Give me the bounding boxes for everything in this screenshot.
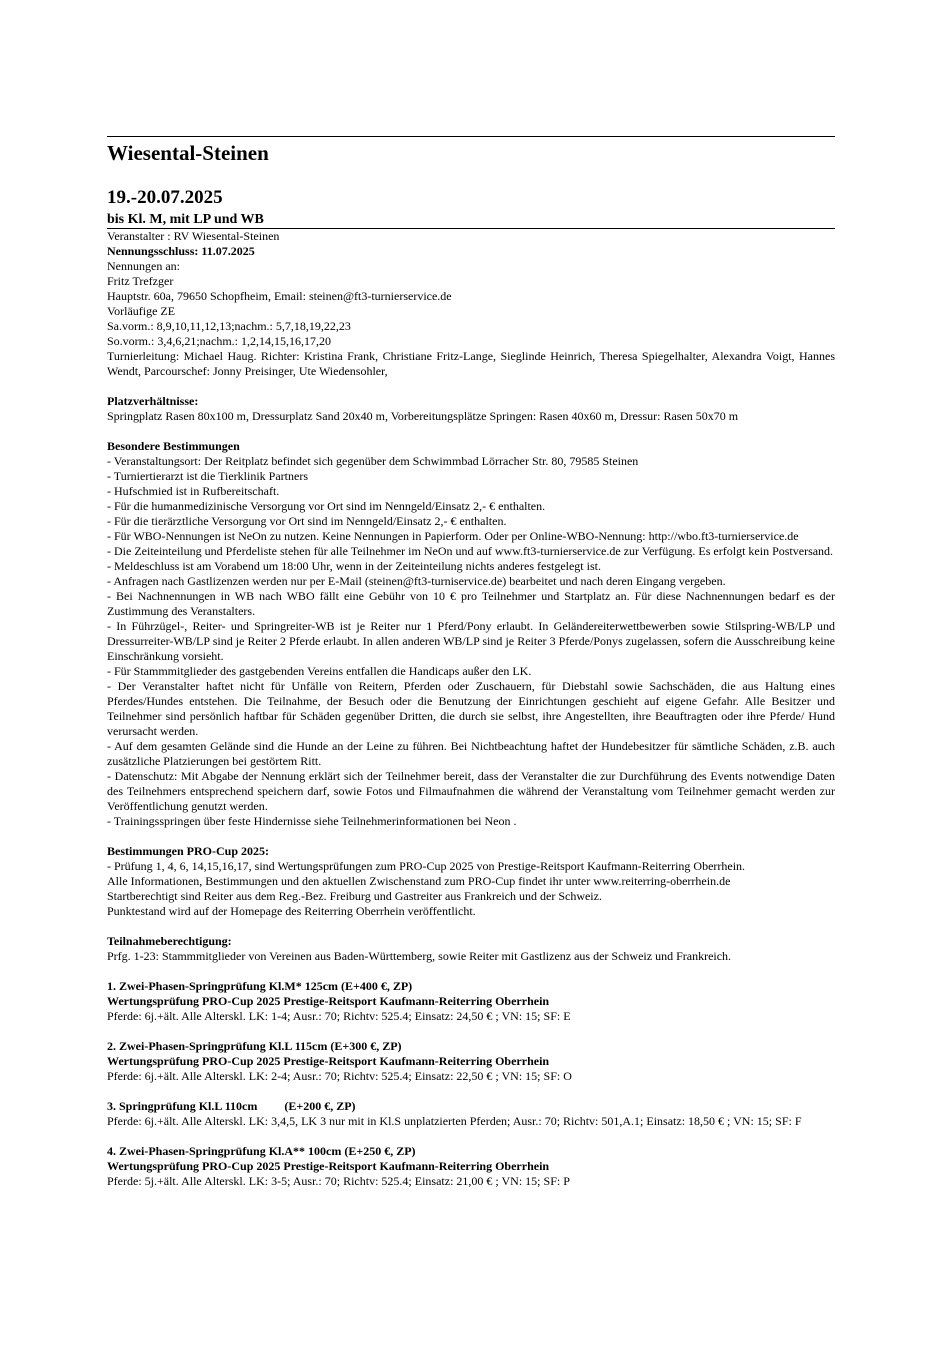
info-block bbox=[107, 229, 835, 379]
grounds-text: Springplatz Rasen 80x100 m, Dressurplatz Sand 20x40 m, Vorbereitungsplätze Springen: Rasen 40x60 m, Dressur: Rasen 50x70 m bbox=[107, 409, 739, 423]
eligibility-heading: Teilnahmeberechtigung: bbox=[107, 934, 232, 948]
special-item: - Trainingsspringen über feste Hindernisse siehe Teilnehmerinformationen bei Neon . bbox=[107, 814, 517, 828]
deadline: Nennungsschluss: 11.07.2025 bbox=[107, 244, 255, 258]
special-item: - Meldeschluss ist am Vorabend um 18:00 Uhr, wenn in der Zeiteinteilung nichts anderes festgelegt ist. bbox=[107, 559, 601, 573]
event-date: 19.-20.07.2025 bbox=[107, 187, 223, 208]
special-item: - In Führzügel-, Reiter- und Springreiter-WB ist je Reiter nur 1 Pferd/Pony erlaubt. In Geländereiterwettbewerben sowie Stilspring-WB/LP und Dressurreiter-WB/LP sind je Reiter 2 Pferde erlaubt. In allen anderen WB/LP sind je Reiter 3 Pferde/Ponys zugelassen, sofern die Ausschreibung keine Einschränkung vorsieht. bbox=[107, 619, 835, 663]
competition-title: 2. Zwei-Phasen-Springprüfung Kl.L 115cm (E+300 €, ZP) bbox=[107, 1039, 402, 1053]
competition-2 bbox=[107, 1039, 835, 1084]
special-heading: Besondere Bestimmungen bbox=[107, 439, 240, 453]
special-item: - Für WBO-Nennungen ist NeOn zu nutzen. Keine Nennungen in Papierform. Oder per Online-WBO-Nennung: http://wbo.ft3-turnierservice.de bbox=[107, 529, 799, 543]
competition-1 bbox=[107, 979, 835, 1024]
contact-address: Hauptstr. 60a, 79650 Schopfheim, Email: steinen@ft3-turnierservice.de bbox=[107, 289, 452, 303]
special-item: - Für Stammmitglieder des gastgebenden Vereins entfallen die Handicaps außer den LK. bbox=[107, 664, 532, 678]
competition-details: Pferde: 5j.+ält. Alle Alterskl. LK: 3-5; Ausr.: 70; Richtv: 525.4; Einsatz: 21,00 € ; VN: 15; SF: P bbox=[107, 1174, 570, 1188]
schedule-sunday: So.vorm.: 3,4,6,21;nachm.: 1,2,14,15,16,17,20 bbox=[107, 334, 331, 348]
grounds-heading: Platzverhältnisse: bbox=[107, 394, 199, 408]
special-item: - Turniertierarzt ist die Tierklinik Partners bbox=[107, 469, 308, 483]
competition-title: 4. Zwei-Phasen-Springprüfung Kl.A** 100cm (E+250 €, ZP) bbox=[107, 1144, 416, 1158]
competition-4 bbox=[107, 1144, 835, 1189]
special-item: - Für die tierärztliche Versorgung vor Ort sind im Nenngeld/Einsatz 2,- € enthalten. bbox=[107, 514, 507, 528]
special-item: - Anfragen nach Gastlizenzen werden nur per E-Mail (steinen@ft3-turniservice.de) bearbeitet und nach deren Eingang vergeben. bbox=[107, 574, 726, 588]
competition-details: Pferde: 6j.+ält. Alle Alterskl. LK: 1-4; Ausr.: 70; Richtv: 525.4; Einsatz: 24,50 € ; VN: 15; SF: E bbox=[107, 1009, 571, 1023]
special-item: - Die Zeiteinteilung und Pferdeliste stehen für alle Teilnehmer im NeOn und auf www.ft3-turnierservice.de zur Verfügung. Es erfolgt kein Postversand. bbox=[107, 544, 834, 558]
procup-line: Startberechtigt sind Reiter aus dem Reg.-Bez. Freiburg und Gastreiter aus Frankreich und der Schweiz. bbox=[107, 889, 602, 903]
competition-sub: Wertungsprüfung PRO-Cup 2025 Prestige-Reitsport Kaufmann-Reiterring Oberrhein bbox=[107, 1159, 550, 1173]
competition-details: Pferde: 6j.+ält. Alle Alterskl. LK: 2-4; Ausr.: 70; Richtv: 525.4; Einsatz: 22,50 € ; VN: 15; SF: O bbox=[107, 1069, 572, 1083]
top-rule bbox=[107, 136, 835, 137]
procup-line: Alle Informationen, Bestimmungen und den aktuellen Zwischenstand zum PRO-Cup findet ihr unter www.reiterring-oberrhein.de bbox=[107, 874, 731, 888]
competition-details: Pferde: 6j.+ält. Alle Alterskl. LK: 3,4,5, LK 3 nur mit in Kl.S unplatzierten Pferden; Ausr.: 70; Richtv: 501,A.1; Einsatz: 18,50 € ; VN: 15; SF: F bbox=[107, 1114, 802, 1128]
organizer: Veranstalter : RV Wiesental-Steinen bbox=[107, 229, 280, 243]
special-item: - Auf dem gesamten Gelände sind die Hunde an der Leine zu führen. Bei Nichtbeachtung haftet der Hundebesitzer für sämtliche Schäden, z.B. auch zusätzliche Platzierungen bei gestörtem Ritt. bbox=[107, 739, 835, 768]
procup-line: Punktestand wird auf der Homepage des Reiterring Oberrhein veröffentlicht. bbox=[107, 904, 476, 918]
entries-to: Nennungen an: bbox=[107, 259, 180, 273]
competition-sub: Wertungsprüfung PRO-Cup 2025 Prestige-Reitsport Kaufmann-Reiterring Oberrhein bbox=[107, 994, 550, 1008]
document-page bbox=[107, 136, 835, 1189]
competition-title-prize: (E+200 €, ZP) bbox=[284, 1099, 356, 1113]
special-item: - Bei Nachnennungen in WB nach WBO fällt eine Gebühr von 10 € pro Teilnehmer und Startplatz an. Für diese Nachnennungen bedarf es der Zustimmung des Veranstalters. bbox=[107, 589, 835, 618]
competition-sub: Wertungsprüfung PRO-Cup 2025 Prestige-Reitsport Kaufmann-Reiterring Oberrhein bbox=[107, 1054, 550, 1068]
special-item: - Für die humanmedizinische Versorgung vor Ort sind im Nenngeld/Einsatz 2,- € enthalten. bbox=[107, 499, 546, 513]
eligibility-text: Prfg. 1-23: Stammmitglieder von Vereinen aus Baden-Württemberg, sowie Reiter mit Gastlizenz aus der Schweiz und Frankreich. bbox=[107, 949, 732, 963]
schedule-saturday: Sa.vorm.: 8,9,10,11,12,13;nachm.: 5,7,18,19,22,23 bbox=[107, 319, 351, 333]
competition-title: 1. Zwei-Phasen-Springprüfung Kl.M* 125cm (E+400 €, ZP) bbox=[107, 979, 413, 993]
special-item: - Der Veranstalter haftet nicht für Unfälle von Reitern, Pferden oder Zuschauern, für Diebstahl sowie Sachschäden, die aus Haltung eines Pferdes/Hundes entstehen. Die Teilnahme, der Besuch oder die Benutzung der Einrichtungen geschieht auf eigene Gefahr. Alle Besitzer und Teilnehmer sind persönlich haftbar für Schäden gegenüber Dritten, die durch sie selbst, ihre Angestellten, ihre Beauftragten oder ihre Pferde/ Hund verursacht werden. bbox=[107, 679, 835, 738]
competition-title bbox=[107, 1099, 835, 1114]
event-subtitle: bis Kl. M, mit LP und WB bbox=[107, 211, 835, 229]
contact-name: Fritz Trefzger bbox=[107, 274, 174, 288]
officials: Turnierleitung: Michael Haug. Richter: Kristina Frank, Christiane Fritz-Lange, Sieglinde Heinrich, Theresa Spiegelhalter, Alexandra Voigt, Hannes Wendt, Parcourschef: Jonny Preisinger, Ute Wiedensohler, bbox=[107, 349, 835, 378]
page-title: Wiesental-Steinen bbox=[107, 141, 269, 165]
competition-title-name: 3. Springprüfung Kl.L 110cm bbox=[107, 1099, 258, 1113]
procup-heading: Bestimmungen PRO-Cup 2025: bbox=[107, 844, 270, 858]
special-item: - Datenschutz: Mit Abgabe der Nennung erklärt sich der Teilnehmer bereit, dass der Veranstalter die zur Durchführung des Events notwendige Daten des Teilnehmers entsprechend speichern darf, sowie Fotos und Filmaufnahmen die während der Veranstaltung vom Teilnehmer gemacht werden zur Veröffentlichung genutzt werden. bbox=[107, 769, 835, 813]
special-item: - Hufschmied ist in Rufbereitschaft. bbox=[107, 484, 280, 498]
schedule-title: Vorläufige ZE bbox=[107, 304, 176, 318]
procup-line: - Prüfung 1, 4, 6, 14,15,16,17, sind Wertungsprüfungen zum PRO-Cup 2025 von Prestige-Reitsport Kaufmann-Reiterring Oberrhein. bbox=[107, 859, 746, 873]
special-item: - Veranstaltungsort: Der Reitplatz befindet sich gegenüber dem Schwimmbad Lörracher Str. 80, 79585 Steinen bbox=[107, 454, 639, 468]
competition-3 bbox=[107, 1099, 835, 1129]
